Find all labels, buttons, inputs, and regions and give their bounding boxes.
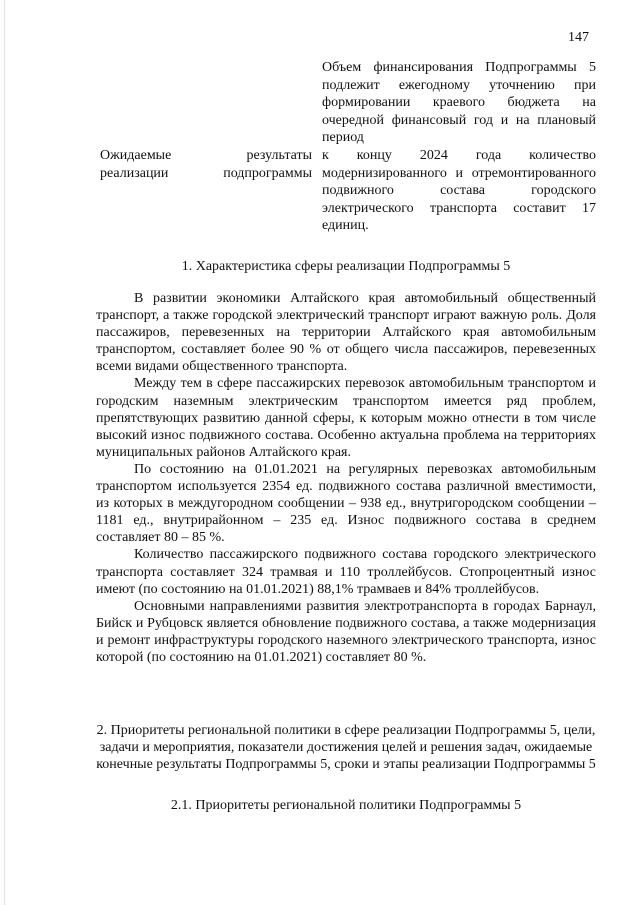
section-1-body	[96, 290, 596, 666]
paragraph: По состоянию на 01.01.2021 на регулярных перевозках автомобильным транспортом используется 2354 ед. подвижного состава различной вместимости, из которых в междугородном сообщении – 938 ед., внутригородском сообщении – 1181 ед., внутрирайонном – 235 ед. Износ подвижного состава в среднем составляет 80 – 85 %.	[96, 461, 596, 546]
scan-margin-line	[4, 0, 5, 905]
section-2-heading: 2. Приоритеты региональной политики в сфере реализации Подпрограммы 5, цели, задачи и мероприятия, показатели достижения целей и решения задач, ожидаемые конечные результаты Подпрограммы 5, сроки и этапы реализации Подпрограммы 5	[96, 723, 596, 772]
results-text: к концу 2024 года количество модернизированного и отремонтированного подвижного состава городского электрического транспорта составит 17 единиц.	[322, 147, 596, 234]
section-1-heading: 1. Характеристика сферы реализации Подпрограммы 5	[181, 259, 511, 274]
results-row	[100, 147, 596, 235]
funding-row	[100, 59, 596, 147]
passport-table	[100, 56, 596, 235]
page-number: 147	[568, 30, 589, 45]
funding-text: Объем финансирования Подпрограммы 5 подлежит ежегодному уточнению при формировании краевого бюджета на очередной финансовый год и на плановый период	[322, 60, 596, 146]
paragraph: Между тем в сфере пассажирских перевозок автомобильным транспортом и городским наземным электрическим транспортом имеется ряд проблем, препятствующих развитию данной сферы, к которым можно отнести в том числе высокий износ подвижного состава. Особенно актуальна проблема на территориях муниципальных районов Алтайского края.	[96, 376, 596, 460]
results-label: Ожидаемые результаты реализации подпрограммы	[100, 147, 312, 181]
section-2-1-heading: 2.1. Приоритеты региональной политики Подпрограммы 5	[170, 798, 522, 813]
paragraph: В развитии экономики Алтайского края автомобильный общественный транспорт, а также городской электрический транспорт играют важную роль. Доля пассажиров, перевезенных на территории Алтайского края автомобильным транспортом, составляет более 90 % от общего числа пассажиров, перевезенных всеми видами общественного транспорта.	[96, 291, 596, 375]
paragraph: Основными направлениями развития электротранспорта в городах Барнаул, Бийск и Рубцовск является обновление подвижного состава, а также модернизация и ремонт инфраструктуры городского наземного электрического транспорта, износ которой (по состоянию на 01.01.2021) составляет 80 %.	[96, 598, 596, 665]
paragraph: Количество пассажирского подвижного состава городского электрического транспорта составляет 324 трамвая и 110 троллейбусов. Стопроцентный износ имеют (по состоянию на 01.01.2021) 88,1% трамваев и 84% троллейбусов.	[96, 547, 596, 597]
